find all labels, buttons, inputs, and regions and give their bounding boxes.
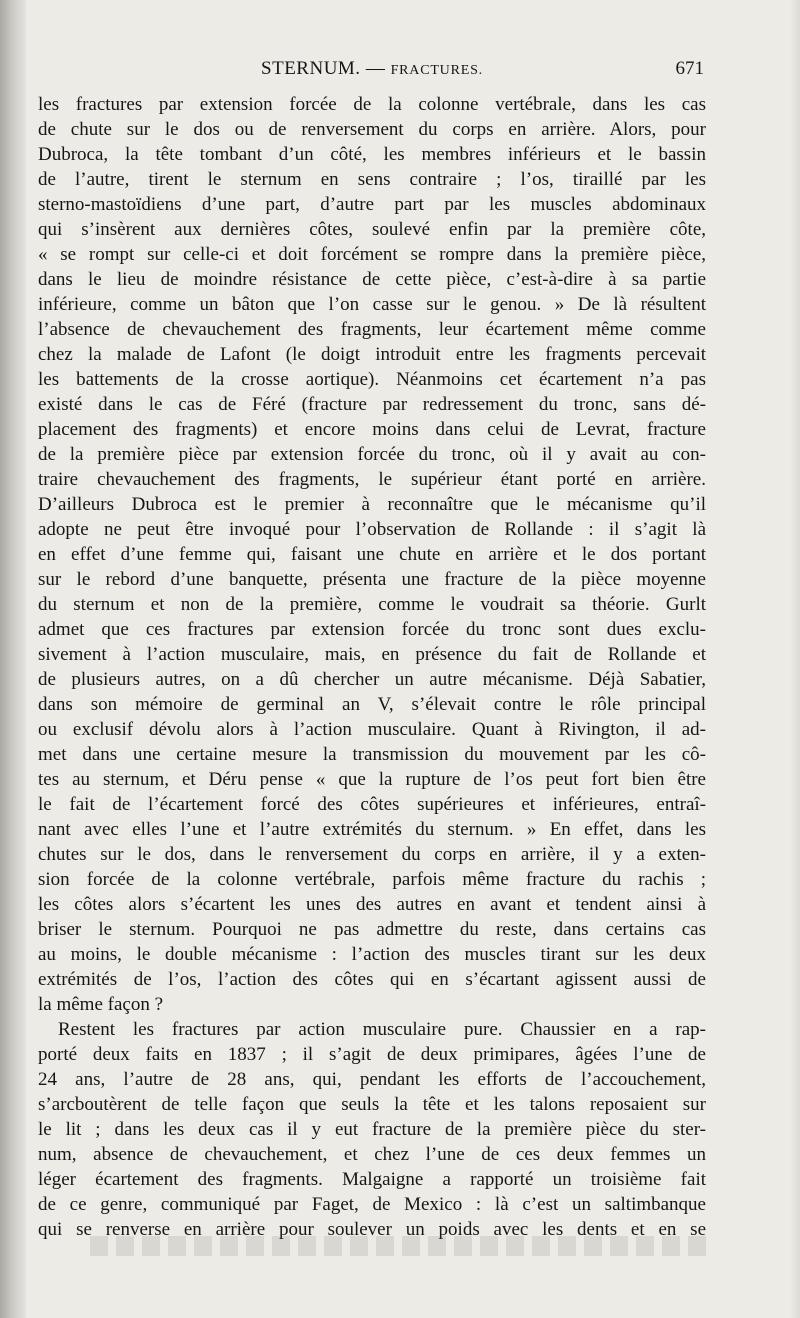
text-line: de plusieurs autres, on a dû chercher un autre mécanisme. Déjà Sabatier, bbox=[38, 669, 706, 690]
text-line: placement des fragments) et encore moins dans celui de Levrat, fracture bbox=[38, 419, 706, 440]
text-line: le fait de l’écartement forcé des côtes supérieures et inférieures, entraî- bbox=[38, 794, 706, 815]
text-line: le lit ; dans les deux cas il y eut fracture de la première pièce du ster- bbox=[38, 1119, 706, 1140]
text-line: s’arcboutèrent de telle façon que seuls la tête et les talons reposaient sur bbox=[38, 1094, 706, 1115]
text-line: briser le sternum. Pourquoi ne pas admettre du reste, dans certains cas bbox=[38, 919, 706, 940]
scan-shadow-left bbox=[0, 0, 26, 1318]
header-subtitle: FRACTURES. bbox=[390, 63, 483, 78]
text-line: extrémités de l’os, l’action des côtes qui en s’écartant agissent aussi de bbox=[38, 969, 706, 990]
show-through-shadow bbox=[90, 1236, 710, 1256]
text-line: les fractures par extension forcée de la colonne vertébrale, dans les cas bbox=[38, 94, 706, 115]
text-line: du sternum et non de la première, comme le voudrait sa théorie. Gurlt bbox=[38, 594, 706, 615]
text-line: de la première pièce par extension forcée du tronc, où il y avait au con- bbox=[38, 444, 706, 465]
text-line: existé dans le cas de Féré (fracture par redressement du tronc, sans dé- bbox=[38, 394, 706, 415]
text-line: qui se renverse en arrière pour soulever un poids avec les dents et en se bbox=[38, 1219, 706, 1240]
scan-shadow-right bbox=[790, 0, 800, 1318]
text-line: num, absence de chevauchement, et chez l’une de ces deux femmes un bbox=[38, 1144, 706, 1165]
text-line: de ce genre, communiqué par Faget, de Mexico : là c’est un saltimbanque bbox=[38, 1194, 706, 1215]
text-line: la même façon ? bbox=[38, 994, 164, 1015]
text-line: au moins, le double mécanisme : l’action des muscles tirant sur les deux bbox=[38, 944, 706, 965]
running-title bbox=[38, 58, 706, 80]
text-line: sterno-mastoïdiens d’une part, d’autre part par les muscles abdominaux bbox=[38, 194, 706, 215]
text-line: admet que ces fractures par extension forcée du tronc sont dues exclu- bbox=[38, 619, 706, 640]
text-line: dans son mémoire de germinal an V, s’élevait contre le rôle principal bbox=[38, 694, 706, 715]
text-line: sur le rebord d’une banquette, présenta une fracture de la pièce moyenne bbox=[38, 569, 706, 590]
text-line: en effet d’une femme qui, faisant une chute en arrière et le dos portant bbox=[38, 544, 706, 565]
text-line: sion forcée de la colonne vertébrale, parfois même fracture du rachis ; bbox=[38, 869, 706, 890]
text-line: de l’autre, tirent le sternum en sens contraire ; l’os, tiraillé par les bbox=[38, 169, 706, 190]
text-line: l’absence de chevauchement des fragments, leur écartement même comme bbox=[38, 319, 706, 340]
text-line: chez la malade de Lafont (le doigt introduit entre les fragments percevait bbox=[38, 344, 706, 365]
running-header bbox=[38, 58, 706, 88]
text-line: les côtes alors s’écartent les unes des autres en avant et tendent ainsi à bbox=[38, 894, 706, 915]
text-line: porté deux faits en 1837 ; il s’agit de deux primipares, âgées l’une de bbox=[38, 1044, 706, 1065]
text-line: 24 ans, l’autre de 28 ans, qui, pendant les efforts de l’accouchement, bbox=[38, 1069, 706, 1090]
text-line: tes au sternum, et Déru pense « que la rupture de l’os peut fort bien être bbox=[38, 769, 706, 790]
text-line: D’ailleurs Dubroca est le premier à reconnaître que le mécanisme qu’il bbox=[38, 494, 706, 515]
text-line: « se rompt sur celle-ci et doit forcément se rompre dans la première pièce, bbox=[38, 244, 706, 265]
book-page bbox=[38, 58, 706, 1242]
header-title: STERNUM. bbox=[261, 58, 361, 79]
text-line: traire chevauchement des fragments, le supérieur étant porté en arrière. bbox=[38, 469, 706, 490]
text-line: les battements de la crosse aortique). Néanmoins cet écartement n’a pas bbox=[38, 369, 706, 390]
text-line: dans le lieu de moindre résistance de cette pièce, c’est-à-dire à sa partie bbox=[38, 269, 706, 290]
header-separator: — bbox=[365, 58, 386, 79]
text-line: met dans une certaine mesure la transmission du mouvement par les cô- bbox=[38, 744, 706, 765]
text-line: nant avec elles l’une et l’autre extrémités du sternum. » En effet, dans les bbox=[38, 819, 706, 840]
text-line: Dubroca, la tête tombant d’un côté, les membres inférieurs et le bassin bbox=[38, 144, 706, 165]
text-line: adopte ne peut être invoqué pour l’observation de Rollande : il s’agit là bbox=[38, 519, 706, 540]
text-line: de chute sur le dos ou de renversement du corps en arrière. Alors, pour bbox=[38, 119, 706, 140]
text-line: chutes sur le dos, dans le renversement du corps en arrière, il y a exten- bbox=[38, 844, 706, 865]
page-number: 671 bbox=[675, 58, 704, 79]
text-line: léger écartement des fragments. Malgaigne a rapporté un troisième fait bbox=[38, 1169, 706, 1190]
text-line: sivement à l’action musculaire, mais, en présence du fait de Rollande et bbox=[38, 644, 706, 665]
text-line: ou exclusif dévolu alors à l’action musculaire. Quant à Rivington, il ad- bbox=[38, 719, 706, 740]
text-line: qui s’insèrent aux dernières côtes, soulevé enfin par la première côte, bbox=[38, 219, 706, 240]
body-text bbox=[38, 92, 706, 1242]
text-line: Restent les fractures par action musculaire pure. Chaussier en a rap- bbox=[58, 1019, 706, 1040]
text-line: inférieure, comme un bâton que l’on casse sur le genou. » De là résultent bbox=[38, 294, 706, 315]
